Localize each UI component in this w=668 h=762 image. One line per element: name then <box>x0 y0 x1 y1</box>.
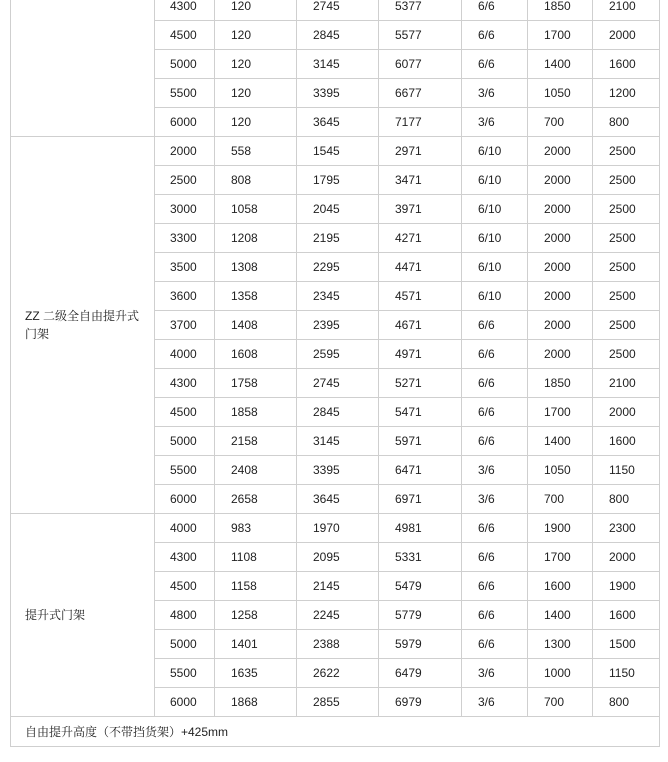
table-cell: 2388 <box>297 630 379 659</box>
table-cell: 1600 <box>593 427 660 456</box>
table-cell: 120 <box>215 21 297 50</box>
table-cell: 5471 <box>379 398 462 427</box>
table-cell: 1700 <box>528 21 593 50</box>
table-cell: 6/6 <box>462 601 528 630</box>
table-cell: 1500 <box>593 630 660 659</box>
table-cell: 6077 <box>379 50 462 79</box>
table-cell: 3645 <box>297 108 379 137</box>
table-cell: 2095 <box>297 543 379 572</box>
table-cell: 1795 <box>297 166 379 195</box>
mast-spec-table <box>10 0 660 747</box>
table-cell: 5971 <box>379 427 462 456</box>
table-cell: 5979 <box>379 630 462 659</box>
table-cell: 6/6 <box>462 311 528 340</box>
table-cell: 558 <box>215 137 297 166</box>
table-cell: 4800 <box>155 601 215 630</box>
table-cell: 2500 <box>593 253 660 282</box>
table-cell: 6/10 <box>462 253 528 282</box>
table-cell: 1600 <box>593 601 660 630</box>
table-cell: 6/10 <box>462 166 528 195</box>
table-cell: 3971 <box>379 195 462 224</box>
table-cell: 4271 <box>379 224 462 253</box>
table-cell: 2622 <box>297 659 379 688</box>
table-cell: 3145 <box>297 427 379 456</box>
table-cell: 3395 <box>297 456 379 485</box>
table-cell: 2000 <box>528 311 593 340</box>
table-cell: 1400 <box>528 50 593 79</box>
table-cell: 700 <box>528 688 593 717</box>
table-row <box>11 137 660 166</box>
table-cell: 1050 <box>528 456 593 485</box>
table-row <box>11 0 660 21</box>
table-cell: 1358 <box>215 282 297 311</box>
table-cell: 2658 <box>215 485 297 514</box>
table-cell: 1258 <box>215 601 297 630</box>
table-cell: 5779 <box>379 601 462 630</box>
table-cell: 5479 <box>379 572 462 601</box>
table-cell: 6/10 <box>462 137 528 166</box>
table-cell: 6/6 <box>462 543 528 572</box>
table-cell: 1900 <box>593 572 660 601</box>
table-cell: 6971 <box>379 485 462 514</box>
table-cell: 4000 <box>155 340 215 369</box>
table-cell: 1545 <box>297 137 379 166</box>
table-cell: 1208 <box>215 224 297 253</box>
table-cell: 1635 <box>215 659 297 688</box>
table-cell: 4500 <box>155 21 215 50</box>
table-cell: 2500 <box>593 137 660 166</box>
table-cell: 3600 <box>155 282 215 311</box>
table-cell: 5271 <box>379 369 462 398</box>
table-cell: 120 <box>215 50 297 79</box>
table-cell: 808 <box>215 166 297 195</box>
table-cell: 6000 <box>155 108 215 137</box>
table-cell: 2395 <box>297 311 379 340</box>
table-cell: 2595 <box>297 340 379 369</box>
mast-type-cell: 提升式门架 <box>11 514 155 717</box>
table-cell: 1300 <box>528 630 593 659</box>
table-cell: 2408 <box>215 456 297 485</box>
table-cell: 6/10 <box>462 224 528 253</box>
table-cell: 2845 <box>297 21 379 50</box>
table-cell: 2000 <box>528 195 593 224</box>
table-cell: 5331 <box>379 543 462 572</box>
table-cell: 4500 <box>155 398 215 427</box>
table-cell: 1858 <box>215 398 297 427</box>
table-cell: 983 <box>215 514 297 543</box>
table-cell: 3/6 <box>462 456 528 485</box>
table-cell: 1700 <box>528 543 593 572</box>
table-cell: 6/6 <box>462 369 528 398</box>
table-cell: 120 <box>215 108 297 137</box>
table-cell: 1150 <box>593 456 660 485</box>
table-cell: 4300 <box>155 369 215 398</box>
table-cell: 4981 <box>379 514 462 543</box>
table-cell: 2000 <box>528 340 593 369</box>
table-cell: 1200 <box>593 79 660 108</box>
table-cell: 6479 <box>379 659 462 688</box>
table-cell: 3471 <box>379 166 462 195</box>
table-cell: 1400 <box>528 601 593 630</box>
table-cell: 2158 <box>215 427 297 456</box>
table-cell: 800 <box>593 485 660 514</box>
table-cell: 1408 <box>215 311 297 340</box>
table-cell: 1308 <box>215 253 297 282</box>
table-cell: 3300 <box>155 224 215 253</box>
table-cell: 1150 <box>593 659 660 688</box>
table-cell: 1850 <box>528 0 593 21</box>
table-cell: 6/6 <box>462 398 528 427</box>
table-cell: 1400 <box>528 427 593 456</box>
table-cell: 1850 <box>528 369 593 398</box>
table-cell: 6000 <box>155 688 215 717</box>
table-cell: 5377 <box>379 0 462 21</box>
table-cell: 2345 <box>297 282 379 311</box>
table-cell: 1758 <box>215 369 297 398</box>
table-cell: 3395 <box>297 79 379 108</box>
table-cell: 6/6 <box>462 630 528 659</box>
table-cell: 4471 <box>379 253 462 282</box>
table-cell: 1058 <box>215 195 297 224</box>
table-cell: 2195 <box>297 224 379 253</box>
table-cell: 2100 <box>593 0 660 21</box>
table-cell: 3645 <box>297 485 379 514</box>
table-cell: 1970 <box>297 514 379 543</box>
table-cell: 5000 <box>155 50 215 79</box>
table-cell: 700 <box>528 485 593 514</box>
footnote-row <box>11 717 660 747</box>
table-cell: 6471 <box>379 456 462 485</box>
table-cell: 1868 <box>215 688 297 717</box>
table-cell: 6/6 <box>462 427 528 456</box>
table-cell: 1900 <box>528 514 593 543</box>
table-cell: 3700 <box>155 311 215 340</box>
mast-type-cell: ZZ 二级全自由提升式门架 <box>11 137 155 514</box>
table-cell: 2000 <box>593 543 660 572</box>
table-cell: 6/6 <box>462 514 528 543</box>
table-cell: 6677 <box>379 79 462 108</box>
table-cell: 2500 <box>593 224 660 253</box>
table-cell: 6/6 <box>462 50 528 79</box>
table-cell: 2855 <box>297 688 379 717</box>
table-cell: 7177 <box>379 108 462 137</box>
table-cell: 5500 <box>155 79 215 108</box>
table-cell: 4000 <box>155 514 215 543</box>
table-cell: 2500 <box>155 166 215 195</box>
table-cell: 5500 <box>155 659 215 688</box>
table-cell: 120 <box>215 79 297 108</box>
table-cell: 2971 <box>379 137 462 166</box>
table-cell: 2500 <box>593 311 660 340</box>
table-cell: 3145 <box>297 50 379 79</box>
table-cell: 800 <box>593 688 660 717</box>
table-cell: 4971 <box>379 340 462 369</box>
table-cell: 3/6 <box>462 79 528 108</box>
table-row <box>11 514 660 543</box>
table-cell: 6979 <box>379 688 462 717</box>
table-cell: 2500 <box>593 166 660 195</box>
table-cell: 2000 <box>155 137 215 166</box>
table-cell: 2500 <box>593 195 660 224</box>
table-cell: 1000 <box>528 659 593 688</box>
table-cell: 4500 <box>155 572 215 601</box>
table-cell: 2245 <box>297 601 379 630</box>
table-cell: 1600 <box>593 50 660 79</box>
table-cell: 5577 <box>379 21 462 50</box>
table-cell: 2300 <box>593 514 660 543</box>
table-cell: 1050 <box>528 79 593 108</box>
table-cell: 3/6 <box>462 485 528 514</box>
table-cell: 800 <box>593 108 660 137</box>
table-cell: 2500 <box>593 340 660 369</box>
table-cell: 2000 <box>528 166 593 195</box>
table-cell: 1608 <box>215 340 297 369</box>
table-cell: 3/6 <box>462 688 528 717</box>
table-cell: 3/6 <box>462 659 528 688</box>
table-cell: 2845 <box>297 398 379 427</box>
table-cell: 6000 <box>155 485 215 514</box>
mast-type-cell <box>11 0 155 137</box>
table-cell: 5000 <box>155 427 215 456</box>
table-cell: 6/10 <box>462 282 528 311</box>
table-cell: 2145 <box>297 572 379 601</box>
table-cell: 6/10 <box>462 195 528 224</box>
table-cell: 1700 <box>528 398 593 427</box>
table-cell: 2000 <box>593 398 660 427</box>
table-cell: 6/6 <box>462 0 528 21</box>
table-cell: 6/6 <box>462 572 528 601</box>
table-cell: 4300 <box>155 0 215 21</box>
table-cell: 5000 <box>155 630 215 659</box>
table-cell: 2000 <box>528 253 593 282</box>
table-cell: 4571 <box>379 282 462 311</box>
table-cell: 2000 <box>528 224 593 253</box>
footnote-text: 自由提升高度（不带挡货架）+425mm <box>11 717 660 747</box>
table-cell: 4671 <box>379 311 462 340</box>
table-cell: 120 <box>215 0 297 21</box>
table-cell: 2745 <box>297 369 379 398</box>
table-cell: 2000 <box>528 282 593 311</box>
table-cell: 2100 <box>593 369 660 398</box>
table-cell: 2000 <box>528 137 593 166</box>
table-cell: 1158 <box>215 572 297 601</box>
table-cell: 4300 <box>155 543 215 572</box>
table-cell: 3000 <box>155 195 215 224</box>
table-cell: 2745 <box>297 0 379 21</box>
table-cell: 3500 <box>155 253 215 282</box>
table-cell: 1401 <box>215 630 297 659</box>
table-cell: 6/6 <box>462 340 528 369</box>
table-cell: 3/6 <box>462 108 528 137</box>
table-cell: 6/6 <box>462 21 528 50</box>
table-cell: 5500 <box>155 456 215 485</box>
table-cell: 2500 <box>593 282 660 311</box>
table-cell: 1108 <box>215 543 297 572</box>
table-cell: 700 <box>528 108 593 137</box>
table-cell: 2000 <box>593 21 660 50</box>
table-cell: 2295 <box>297 253 379 282</box>
table-cell: 1600 <box>528 572 593 601</box>
table-cell: 2045 <box>297 195 379 224</box>
